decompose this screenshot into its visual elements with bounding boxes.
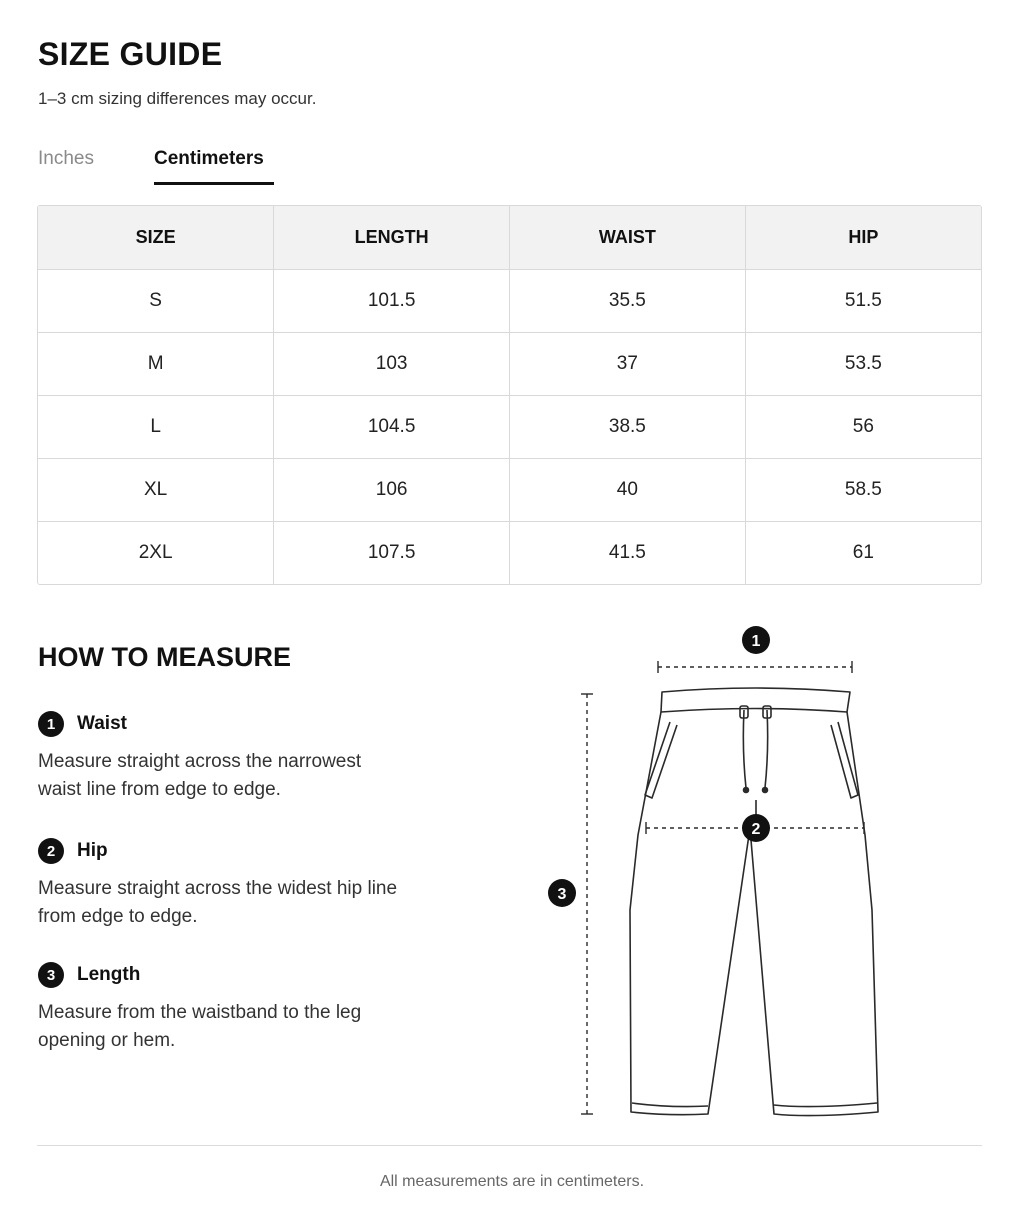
size-cell: XL — [38, 458, 274, 521]
waist-measure-line — [658, 661, 852, 673]
measurement-unit-note: All measurements are in centimeters. — [379, 1173, 645, 1190]
table-row — [38, 458, 981, 521]
step-description: Measure straight across the widest hip line from edge to edge. — [38, 878, 398, 927]
page-title: SIZE GUIDE — [38, 36, 223, 72]
waist-cell: 37 — [510, 332, 746, 395]
column-header-size: SIZE — [38, 206, 274, 269]
size-cell: L — [38, 395, 274, 458]
step-name: Waist — [77, 713, 127, 734]
table-row — [38, 269, 981, 332]
step-number-badge: 3 — [38, 962, 64, 988]
measure-step-length — [38, 961, 418, 1055]
table-row — [38, 332, 981, 395]
waist-cell: 40 — [510, 458, 746, 521]
length-cell: 107.5 — [274, 521, 510, 584]
length-cell: 104.5 — [274, 395, 510, 458]
step-number-badge: 2 — [38, 838, 64, 864]
column-header-length: LENGTH — [274, 206, 510, 269]
step-number-badge: 1 — [38, 711, 64, 737]
table-row — [38, 395, 981, 458]
size-cell: 2XL — [38, 521, 274, 584]
marker-3-icon — [548, 879, 576, 907]
waist-cell: 41.5 — [510, 521, 746, 584]
hip-cell: 53.5 — [745, 332, 981, 395]
length-cell: 103 — [274, 332, 510, 395]
size-table — [37, 205, 982, 585]
step-description: Measure from the waistband to the leg opening or hem. — [38, 1002, 362, 1051]
marker-1-label: 1 — [751, 633, 761, 650]
marker-2-icon — [742, 814, 770, 842]
marker-2-label: 2 — [751, 821, 761, 838]
size-cell: S — [38, 269, 274, 332]
hip-cell: 61 — [745, 521, 981, 584]
footer-divider — [37, 1145, 982, 1146]
waist-cell: 38.5 — [510, 395, 746, 458]
tab-inches[interactable]: Inches — [38, 148, 94, 169]
how-to-measure-heading: HOW TO MEASURE — [38, 642, 292, 672]
column-header-waist: WAIST — [510, 206, 746, 269]
marker-1-icon — [742, 626, 770, 654]
waist-cell: 35.5 — [510, 269, 746, 332]
tab-centimeters[interactable]: Centimeters — [154, 148, 264, 169]
sizing-note: 1–3 cm sizing differences may occur. — [38, 89, 317, 108]
pants-measurement-diagram — [520, 610, 920, 1130]
marker-3-label: 3 — [557, 886, 567, 903]
length-measure-line — [581, 694, 593, 1114]
measure-step-hip — [38, 837, 418, 931]
hip-cell: 56 — [745, 395, 981, 458]
step-name: Length — [77, 964, 141, 985]
table-row — [38, 521, 981, 584]
active-tab-indicator — [154, 182, 274, 185]
length-cell: 106 — [274, 458, 510, 521]
table-header-row — [38, 206, 981, 269]
measure-step-waist — [38, 710, 418, 804]
step-description: Measure straight across the narrowest waist line from edge to edge. — [38, 751, 362, 800]
size-cell: M — [38, 332, 274, 395]
hip-cell: 58.5 — [745, 458, 981, 521]
hip-cell: 51.5 — [745, 269, 981, 332]
column-header-hip: HIP — [745, 206, 981, 269]
step-name: Hip — [77, 840, 108, 861]
pants-icon — [630, 688, 878, 1116]
pants-diagram-svg — [520, 610, 920, 1130]
length-cell: 101.5 — [274, 269, 510, 332]
